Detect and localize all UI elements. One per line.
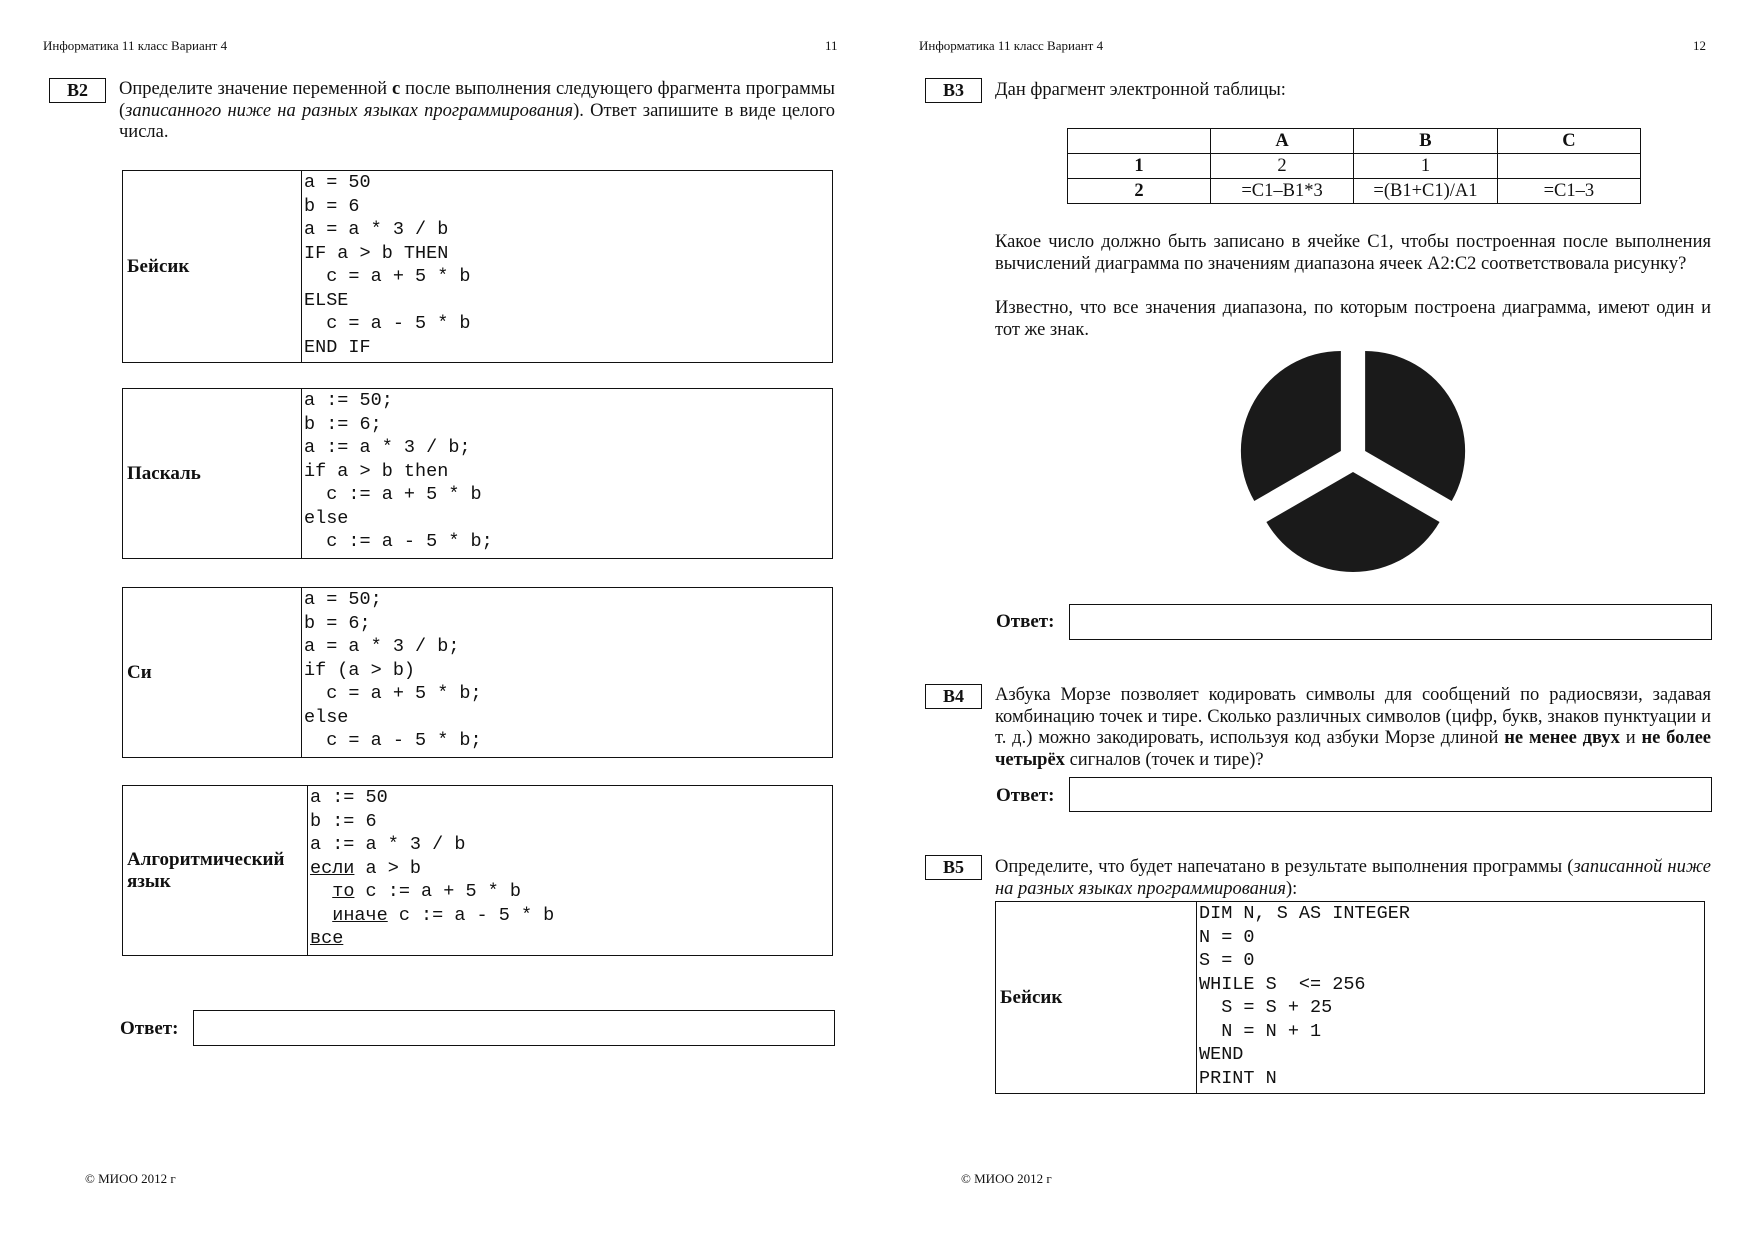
sheet-header-row: A B C bbox=[1068, 129, 1641, 154]
b2-basic-code: a = 50 b = 6 a = a * 3 / b IF a > b THEN c = a + 5 * b ELSE c = a - 5 * b END IF bbox=[302, 171, 833, 363]
pie-slice-b2 bbox=[1266, 472, 1439, 572]
b4-answer-field[interactable] bbox=[1069, 777, 1712, 812]
b5-basic-code: DIM N, S AS INTEGER N = 0 S = 0 WHILE S <= 256 S = S + 25 N = N + 1 WEND PRINT N bbox=[1197, 902, 1705, 1094]
b2-pascal-lang: Паскаль bbox=[123, 389, 302, 559]
b2-pascal-code: a := 50; b := 6; a := a * 3 / b; if a > b then c := a + 5 * b else c := a - 5 * b; bbox=[302, 389, 833, 559]
b2-question: Определите значение переменной c после выполнения следующего фрагмента программы (записанного ниже на разных языках программирования). Ответ запишите в виде целого числа. bbox=[119, 79, 836, 142]
b2-c-lang: Си bbox=[123, 588, 302, 758]
pie-slice-c2 bbox=[1241, 351, 1341, 501]
b3-question-1: Какое число должно быть записано в ячейке С1, чтобы построенная после выполнения вычислений диаграмма по значениям диапазона ячеек А2:С2 соответствовала рисунку? bbox=[995, 232, 1711, 274]
right-header: Информатика 11 класс Вариант 4 bbox=[919, 38, 1104, 53]
b2-variable: c bbox=[391, 79, 401, 99]
b3-question-2: Известно, что все значения диапазона, по которым построена диаграмма, имеют один и тот же знак. bbox=[995, 298, 1711, 340]
b3-intro: Дан фрагмент электронной таблицы: bbox=[995, 80, 1286, 100]
b4-answer-label: Ответ: bbox=[996, 785, 1055, 806]
b5-basic-table bbox=[995, 901, 1705, 1094]
b3-spreadsheet bbox=[1067, 128, 1641, 204]
task-badge-b4: B4 bbox=[925, 684, 982, 709]
b2-algo-lang: Алгоритмический язык bbox=[123, 786, 308, 956]
sheet-row-1: 1 2 1 bbox=[1068, 154, 1641, 179]
sheet-row-2: 2 =C1–B1*3 =(B1+C1)/A1 =C1–3 bbox=[1068, 179, 1641, 204]
task-badge-b3: B3 bbox=[925, 78, 982, 103]
left-page-number: 11 bbox=[825, 38, 838, 53]
b3-answer-field[interactable] bbox=[1069, 604, 1712, 640]
b2-basic-table bbox=[122, 170, 833, 363]
pie-slice-a2 bbox=[1365, 351, 1465, 501]
b2-pascal-table bbox=[122, 388, 833, 559]
b2-answer-label: Ответ: bbox=[120, 1018, 179, 1039]
right-footer: © МИОО 2012 г bbox=[961, 1171, 1052, 1186]
b2-algo-table bbox=[122, 785, 833, 956]
left-footer: © МИОО 2012 г bbox=[85, 1171, 176, 1186]
b2-c-table bbox=[122, 587, 833, 758]
b4-question: Азбука Морзе позволяет кодировать символы для сообщений по радиосвязи, задавая комбинацию точек и тире. Сколько различных символов (цифр, букв, знаков пунктуации и т. д.) можно закодировать, используя код азбуки Морзе длиной не менее двух и не более четырёх сигналов (точек и тире)? bbox=[995, 685, 1711, 770]
b2-basic-lang: Бейсик bbox=[123, 171, 302, 363]
b5-basic-lang: Бейсик bbox=[996, 902, 1197, 1094]
b5-question: Определите, что будет напечатано в результате выполнения программы (записанной ниже на разных языках программирования): bbox=[995, 857, 1711, 899]
b2-algo-code: a := 50 b := 6 a := a * 3 / b если a > b то c := a + 5 * b иначе c := a - 5 * b все bbox=[308, 786, 833, 956]
b2-answer-field[interactable] bbox=[193, 1010, 835, 1046]
b3-pie-chart bbox=[1233, 338, 1473, 578]
left-header: Информатика 11 класс Вариант 4 bbox=[43, 38, 228, 53]
task-badge-b2: B2 bbox=[49, 78, 106, 103]
b3-answer-label: Ответ: bbox=[996, 611, 1055, 632]
b2-c-code: a = 50; b = 6; a = a * 3 / b; if (a > b) c = a + 5 * b; else c = a - 5 * b; bbox=[302, 588, 833, 758]
right-page-number: 12 bbox=[1693, 38, 1706, 53]
task-badge-b5: B5 bbox=[925, 855, 982, 880]
